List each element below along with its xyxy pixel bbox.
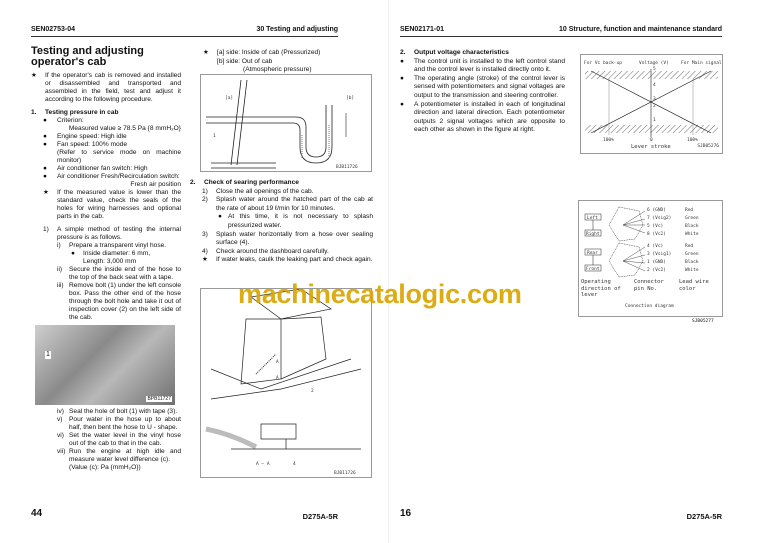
svg-text:2 (Vc2): 2 (Vc2) [647,268,666,273]
svg-text:1 (GND): 1 (GND) [647,260,666,265]
watermark: machinecatalogic.com [238,279,522,309]
check-note: ★ If the measured value is lower than the standard value, check the seals of the holes for wiring harnesses and optional parts in the cab. [43,189,181,220]
svg-text:2: 2 [311,389,314,394]
output-voltage-heading: 2. Output voltage characteristics [400,49,509,56]
svg-text:4: 4 [653,83,656,88]
svg-text:A: A [276,376,279,381]
svg-text:3: 3 [653,97,656,102]
column-label-pin: Connector pin No. [634,279,664,292]
potentiometer-1 [585,207,699,241]
svg-text:Red: Red [685,244,694,249]
svg-text:Left: Left [587,216,598,221]
side-note: ★ [a] side: Inside of cab (Pressurized) [b] side: Out of cab (Atmospheric pressure) [203,49,321,74]
svg-text:A: A [276,360,279,365]
svg-text:BJB11726: BJB11726 [334,471,356,476]
intro-note: ★ If the operator's cab is removed and installed or disassembled and transported and assembled in the field, test and adjust it according to the following procedure. [31,72,181,103]
doc-code: SEN02171-01 [400,26,444,33]
svg-text:For Main signal: For Main signal [681,61,722,66]
svg-text:2: 2 [653,104,656,109]
svg-text:BJB11726: BJB11726 [336,165,358,170]
svg-text:5: 5 [653,67,656,72]
svg-text:[b]: [b] [346,96,355,101]
page-title: Testing and adjusting operator's cab [31,45,144,68]
svg-text:Rear: Rear [587,251,598,256]
header-rule [400,36,722,37]
page-number: 44 [31,508,43,519]
svg-text:Front: Front [586,267,600,272]
column-label-direction: Operating direction of lever [581,279,621,298]
connection-diagram [578,200,723,317]
doc-code: SEN02753-04 [31,26,75,33]
svg-text:0: 0 [650,138,653,143]
svg-text:For Vc back-up: For Vc back-up [584,61,622,66]
svg-text:[a]: [a] [225,96,234,101]
svg-text:Green: Green [685,252,699,257]
output-voltage-graph [580,54,723,154]
svg-text:1: 1 [213,134,216,139]
svg-text:1: 1 [653,118,656,123]
svg-text:3 (Vsig1): 3 (Vsig1) [647,252,672,257]
figure-id: SJB05276 [697,144,719,149]
section-title: 30 Testing and adjusting [256,26,338,33]
svg-text:100%: 100% [603,138,614,143]
svg-text:4: 4 [293,462,296,467]
page-number: 16 [400,508,412,519]
svg-text:A – A: A – A [256,462,270,467]
model-name: D275A-5R [302,512,338,521]
model-name: D275A-5R [686,512,722,521]
section-2-heading: 2. Check of searing performance [190,179,299,186]
section-title: 10 Structure, function and maintenance standard [559,26,722,33]
cab-sealing-figure [200,288,372,478]
svg-text:5 (Vc): 5 (Vc) [647,224,664,229]
header-rule [31,36,338,37]
potentiometer-2 [585,243,699,277]
svg-text:Black: Black [685,260,699,265]
figure-id: SJB05277 [692,319,714,324]
svg-text:White: White [685,232,699,237]
svg-text:Right: Right [586,232,600,237]
page-divider [388,0,389,543]
svg-text:8 (Vc2): 8 (Vc2) [647,232,666,237]
svg-text:Black: Black [685,224,699,229]
svg-text:Green: Green [685,216,699,221]
criterion-value: Measured value ≥ 78.5 Pa {8 mmH₂O} [68,125,181,132]
svg-text:White: White [685,268,699,273]
svg-text:Connection diagram: Connection diagram [625,304,674,309]
svg-text:Red: Red [685,208,694,213]
u-tube-figure [200,74,372,172]
column-label-wire-color: Lead wire color [679,279,709,292]
left-column: Testing and adjusting operator's cab ★ If the operator's cab is removed and installed or disassembled and transported and assembled in the field, test and adjust it according to the following procedure. 1. Testing pressure in cab ● Criterion: Measured value ≥ 78.5 Pa {8 mmH₂O} ● Engine speed: High idle ● Fan speed: 100% mode (Refer to service mode on machine monitor) ● Air conditioner fan switch: High ● Air conditioner Fresh/Recirculation switch: Fresh air position ★ If the measured value is lower than the standard value, check the seals of the holes for wiring harnesses and optional parts in the cab. 1) A simple method of testing the internal pressure is as follows. i) Prepare a transparent vinyl hose. ● Inside diameter: 6 mm, Length: 3,000 mm ii) Secure the inside end of the hose to the top of the back seat with a tape. iii) Remove bolt (1) under the left console box. Pass the other end of the hose through the bolt hole and take it out of inspection cover (2) on the left side of the cab. 1 BPB11727 iv) Seal the hole of bolt (1) with tape (3). v) Pour water in the hose up to about half, then bent the hose to U - shape. vi) Set the water level in the vinyl hose out of the cab to that in the cab. vii) Run the engine at high idle and measure water level difference (c). (Value (c): Pa {mmH₂O}) [31,45,181,471]
svg-text:Voltage (V): Voltage (V) [639,61,669,66]
steps-continued: iv) Seal the hole of bolt (1) with tape (3). v) Pour water in the hose up to about half, then bent the hose to U - shape. vi) Set the water level in the vinyl hose out of the cab to that in the cab. vii) Run the engine at high idle and measure water level difference (c). (Value (c): Pa {mmH₂O}) [57,408,181,471]
section-1-heading: 1. Testing pressure in cab [31,109,119,116]
svg-text:6 (GND): 6 (GND) [647,208,666,213]
svg-text:4 (Vc): 4 (Vc) [647,244,664,249]
cab-photo: 1 BPB11727 [35,325,175,405]
graph-x-label: Lever stroke [631,144,671,150]
svg-text:100%: 100% [687,138,698,143]
svg-text:7 (Vsig2): 7 (Vsig2) [647,216,672,221]
